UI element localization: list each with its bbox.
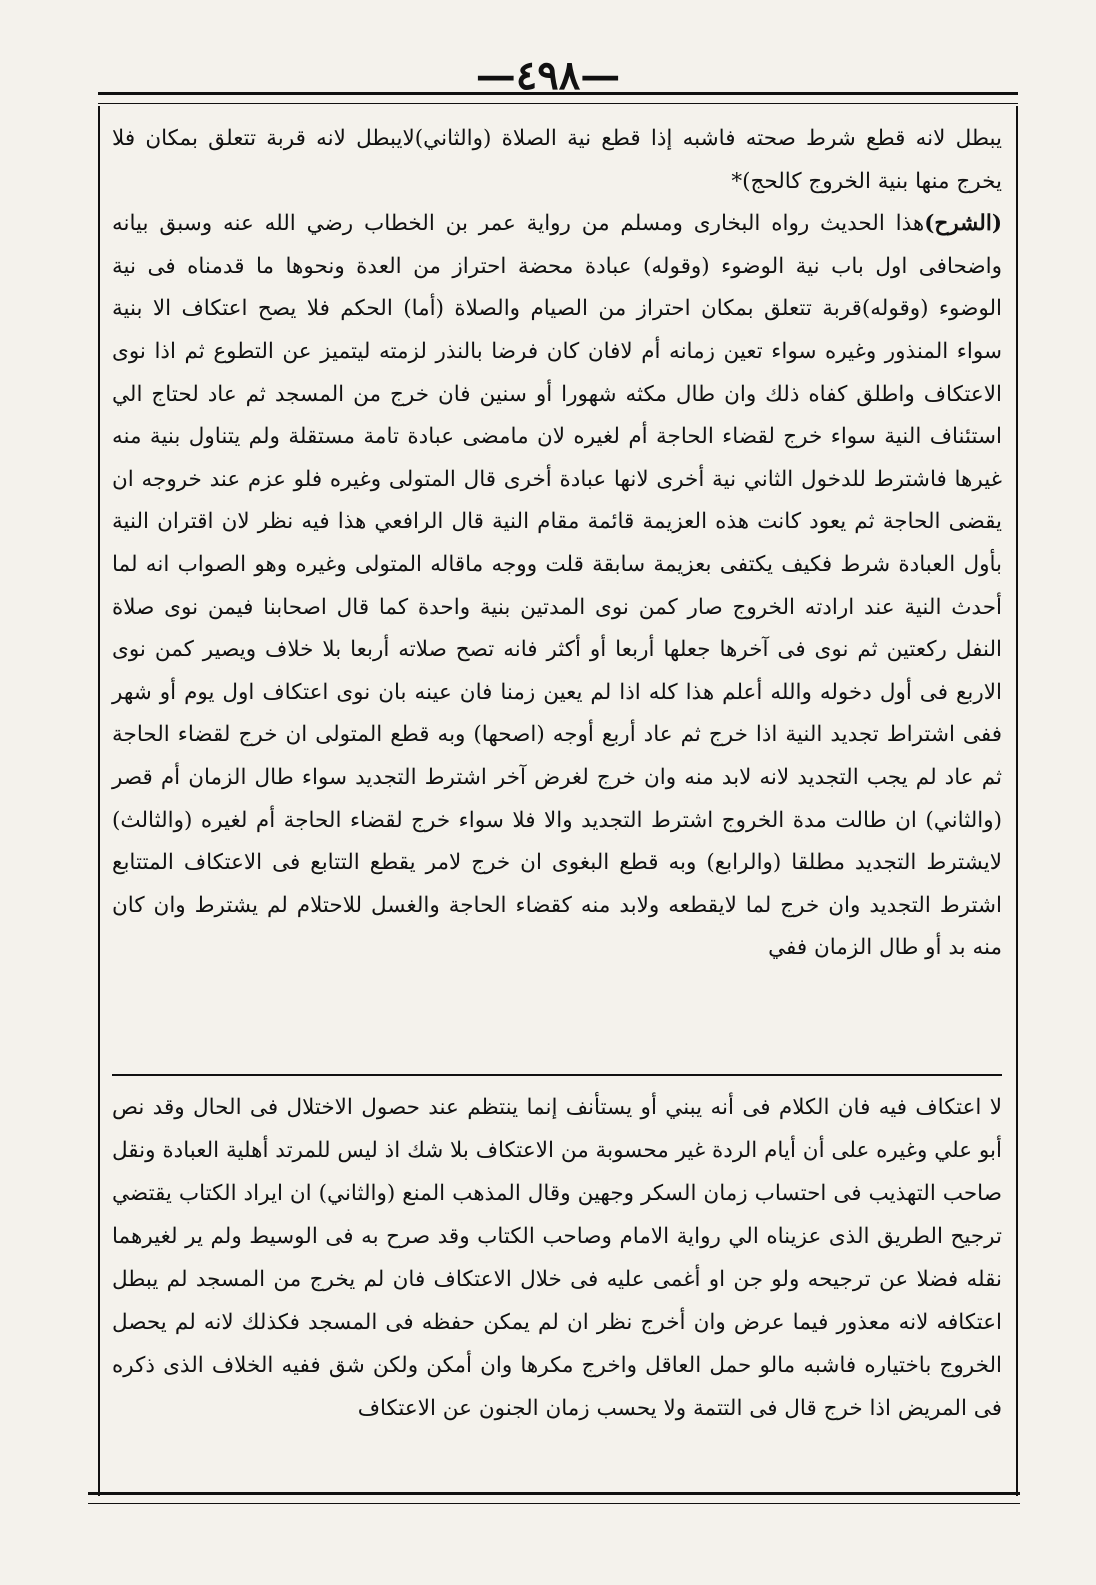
footnote-paragraph: لا اعتكاف فيه فان الكلام فى أنه يبني أو يستأنف إنما ينتظم عند حصول الاختلال فى الحال وقد نص أبو علي وغيره على أن أيام الردة غير محسوبة من الاعتكاف بلا شك اذ ليس للمرتد أهلية العبادة ونقل صاحب التهذيب فى احتساب زمان السكر وجهين وقال المذهب المنع (والثاني) ان ايراد الكتاب يقتضي ترجيح الطريق الذى عزيناه الي رواية الامام وصاحب الكتاب وقد صرح به فى الوسيط ولم ير لغيرهما نقله فضلا عن ترجيحه ولو جن او أغمى عليه فى خلال الاعتكاف فان لم يخرج من المسجد لم يبطل اعتكافه لانه معذور فيما عرض وان أخرج نظر ان لم يمكن حفظه فى المسجد فكذلك لانه لم يحصل الخروج باختياره فاشبه مالو حمل العاقل واخرج مكرها وان أمكن ولكن شق ففيه الخلاف الذى ذكره فى المريض اذا خرج قال فى التتمة ولا يحسب زمان الجنون عن الاعتكاف <box>112 1095 1002 1421</box>
frame-bottom-rule <box>88 1492 1020 1504</box>
main-text <box>112 118 1002 970</box>
sharh-heading: (الشرح) <box>924 211 1002 237</box>
footnote-separator <box>112 1074 1002 1076</box>
page-number: —٤٩٨— <box>475 52 621 99</box>
matn-paragraph: يبطل لانه قطع شرط صحته فاشبه إذا قطع نية الصلاة (والثاني)لايبطل لانه قربة تتعلق بمكان فلا يخرج منها بنية الخروج كالحج)* <box>112 126 1002 194</box>
footnote-text <box>112 1086 1002 1430</box>
sharh-text: هذا الحديث رواه البخارى ومسلم من رواية عمر بن الخطاب رضي الله عنه وسبق بيانه واضحافى اول باب نية الوضوء (وقوله) عبادة محضة احتراز من العدة ونحوها ما قدمناه فى نية الوضوء (وقوله)قربة تتعلق بمكان احتراز من الصيام والصلاة (أما) الحكم فلا يصح اعتكاف الا بنية سواء المنذور وغيره سواء تعين زمانه أم لافان كان فرضا بالنذر لزمته ليتميز عن التطوع ثم اذا نوى الاعتكاف واطلق كفاه ذلك وان طال مكثه شهورا أو سنين فان خرج من المسجد ثم عاد لحتاج الي استئناف النية سواء خرج لقضاء الحاجة أم لغيره لان مامضى عبادة تامة مستقلة ولم يتناول بنية منه غيرها فاشترط للدخول الثاني نية أخرى لانها عبادة أخرى قال المتولى وغيره فلو عزم عند خروجه ان يقضى الحاجة ثم يعود كانت هذه العزيمة قائمة مقام النية قال الرافعي هذا فيه نظر لان اقتران النية بأول العبادة شرط فكيف يكتفى بعزيمة سابقة قلت ووجه ماقاله المتولى وغيره وهو الصواب انه لما أحدث النية عند ارادته الخروج صار كمن نوى المدتين بنية واحدة كما قال اصحابنا فيمن نوى صلاة النفل ركعتين ثم نوى فى آخرها جعلها أربعا أو أكثر فانه تصح صلاته أربعا بلا خلاف ويصير كمن نوى الاربع فى أول دخوله والله أعلم هذا كله اذا لم يعين زمنا فان عينه بان نوى اعتكاف اول يوم أو شهر ففى اشتراط تجديد النية اذا خرج ثم عاد أربع أوجه (اصحها) وبه قطع المتولى ان خرج لقضاء الحاجة ثم عاد لم يجب التجديد لانه لابد منه وان خرج لغرض آخر اشترط التجديد سواء طال الزمان أم قصر (والثاني) ان طالت مدة الخروج اشترط التجديد والا فلا سواء خرج لقضاء الحاجة أم لغيره (والثالث) لايشترط التجديد مطلقا (والرابع) وبه قطع البغوى ان خرج لامر يقطع التتابع فى الاعتكاف المتتابع اشترط التجديد وان خرج لما لايقطعه ولابد منه كقضاء الحاجة والغسل للاحتلام لم يشترط وان كان منه بد أو طال الزمان ففي <box>112 211 1002 961</box>
frame-top-rule <box>98 92 1018 104</box>
sharh-paragraph <box>112 203 1002 970</box>
